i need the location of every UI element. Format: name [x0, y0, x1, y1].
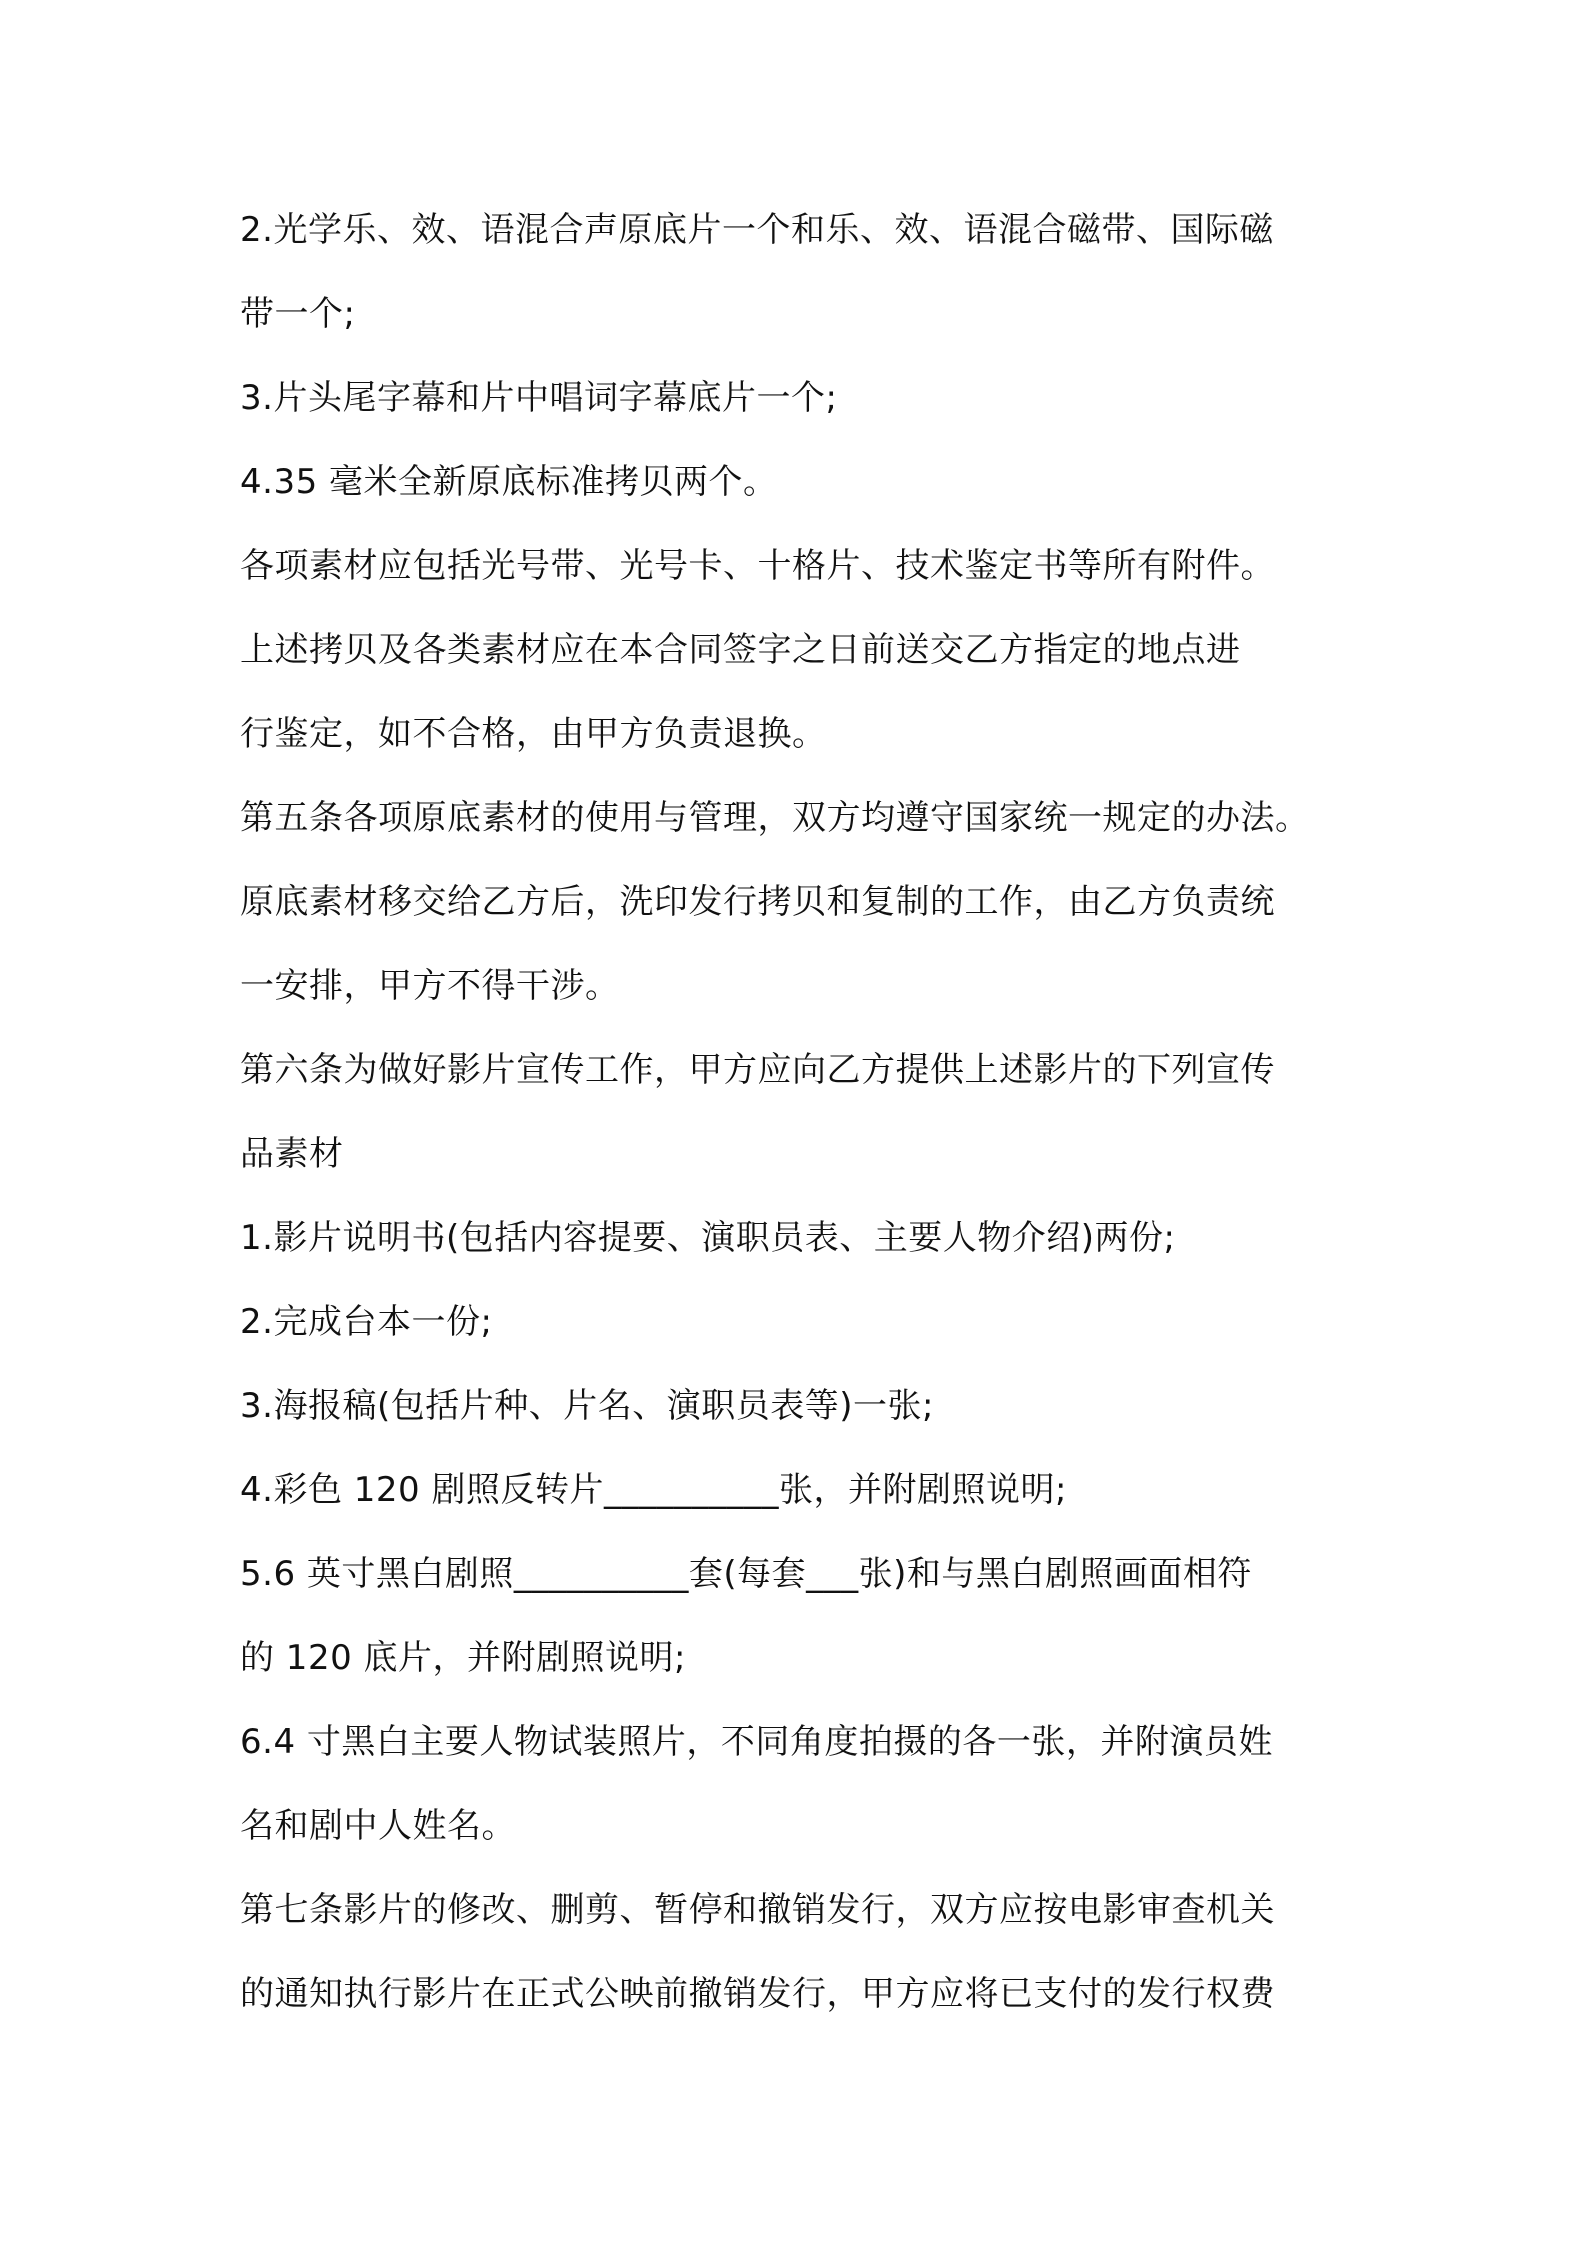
text-line: 3.片头尾字幕和片中唱词字幕底片一个;: [240, 378, 838, 418]
text-line: 的 120 底片，并附剧照说明;: [240, 1638, 686, 1678]
text-line: 3.海报稿(包括片种、片名、演职员表等)一张;: [240, 1386, 934, 1426]
text-line: 各项素材应包括光号带、光号卡、十格片、技术鉴定书等所有附件。: [240, 546, 1275, 586]
text-line: 4.彩色 120 剧照反转片__________张，并附剧照说明;: [240, 1470, 1067, 1510]
text-line: 的通知执行影片在正式公映前撤销发行，甲方应将已支付的发行权费: [240, 1974, 1275, 2014]
text-line: 名和剧中人姓名。: [240, 1806, 516, 1846]
text-line: 原底素材移交给乙方后，洗印发行拷贝和复制的工作，由乙方负责统: [240, 882, 1275, 922]
text-line: 1.影片说明书(包括内容提要、演职员表、主要人物介绍)两份;: [240, 1218, 1176, 1258]
text-line: 第六条为做好影片宣传工作，甲方应向乙方提供上述影片的下列宣传: [240, 1050, 1275, 1090]
text-line: 品素材: [240, 1134, 344, 1174]
document-body: [240, 200, 1370, 2048]
text-line: 第五条各项原底素材的使用与管理，双方均遵守国家统一规定的办法。: [240, 798, 1310, 838]
text-line: 一安排，甲方不得干涉。: [240, 966, 620, 1006]
text-line: 2.完成台本一份;: [240, 1302, 493, 1342]
text-line: 2.光学乐、效、语混合声原底片一个和乐、效、语混合磁带、国际磁: [240, 210, 1274, 250]
text-line: 行鉴定，如不合格，由甲方负责退换。: [240, 714, 827, 754]
text-line: 6.4 寸黑白主要人物试装照片，不同角度拍摄的各一张，并附演员姓: [240, 1722, 1273, 1762]
text-line: 5.6 英寸黑白剧照__________套(每套___张)和与黑白剧照画面相符: [240, 1554, 1252, 1594]
text-line: 带一个;: [240, 294, 356, 334]
text-line: 第七条影片的修改、删剪、暂停和撤销发行，双方应按电影审查机关: [240, 1890, 1275, 1930]
text-line: 4.35 毫米全新原底标准拷贝两个。: [240, 462, 778, 502]
text-line: 上述拷贝及各类素材应在本合同签字之日前送交乙方指定的地点进: [240, 630, 1241, 670]
